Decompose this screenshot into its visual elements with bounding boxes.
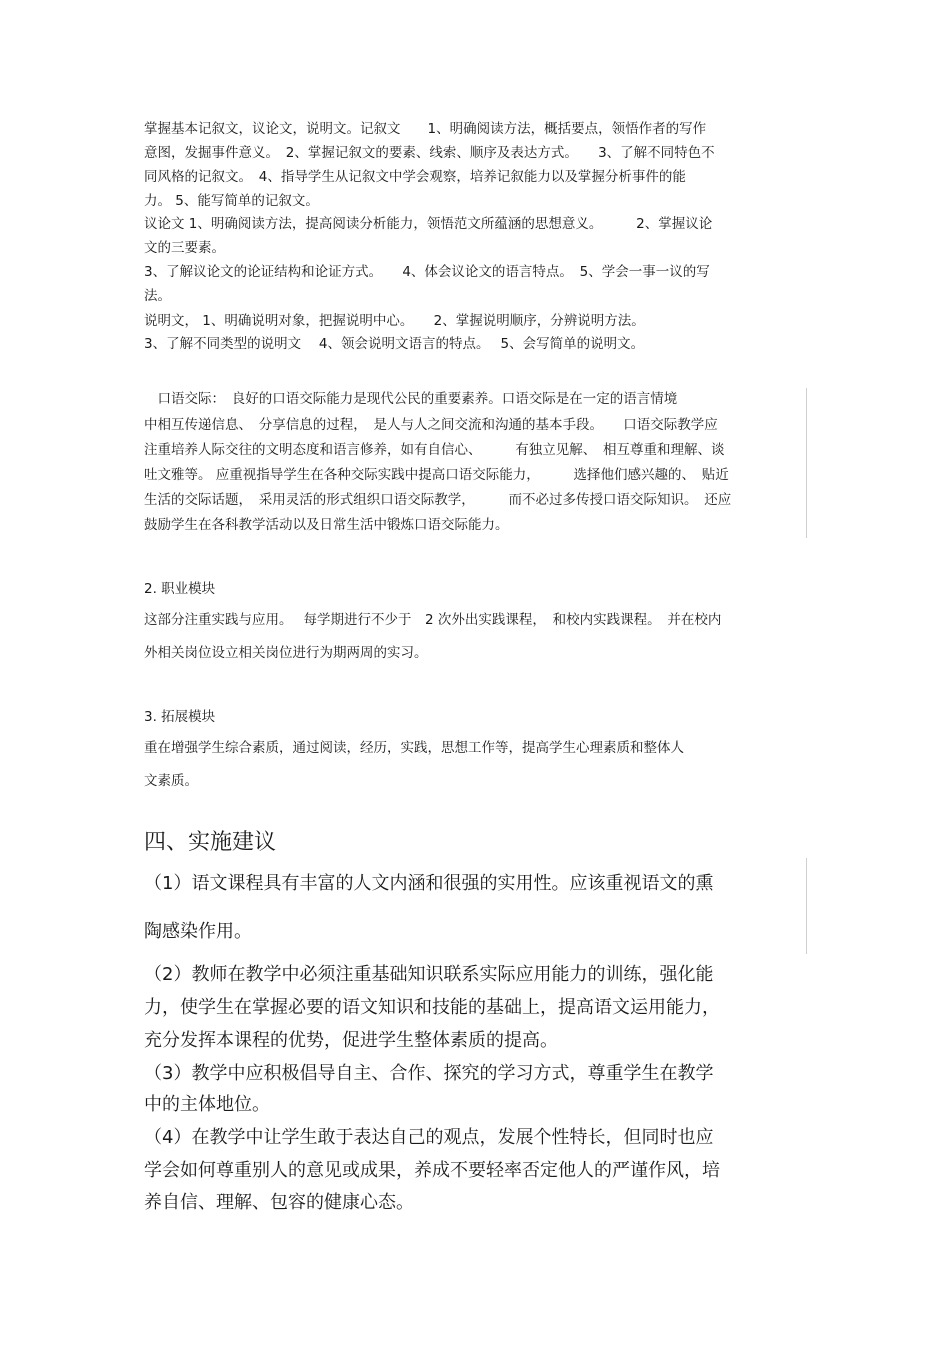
text-line: 注重培养人际交往的文明态度和语言修养，如有自信心、 有独立见解、 相互尊重和理解、谈	[144, 442, 725, 458]
text-line: 文的三要素。	[144, 240, 225, 256]
text-line: 力。 5、能写简单的记叙文。	[144, 193, 319, 209]
text-line: 中的主体地位。	[144, 1094, 270, 1115]
text-line: 掌握基本记叙文，议论文，说明文。记叙文 1、明确阅读方法，概括要点，领悟作者的写作	[144, 121, 707, 137]
text-line: 议论文 1、明确阅读方法，提高阅读分析能力，领悟范文所蕴涵的思想意义。 2、掌握议论	[144, 216, 713, 232]
text-line: 重在增强学生综合素质，通过阅读，经历，实践，思想工作等，提高学生心理素质和整体人	[144, 740, 684, 756]
text-line: 3、了解不同类型的说明文 4、领会说明文语言的特点。 5、会写简单的说明文。	[144, 336, 645, 352]
text-line: 学会如何尊重别人的意见或成果，养成不要轻率否定他人的严谨作风，培	[144, 1160, 720, 1181]
section-heading: 3. 拓展模块	[144, 709, 216, 725]
text-line: 口语交际： 良好的口语交际能力是现代公民的重要素养。口语交际是在一定的语言情境	[144, 391, 678, 407]
text-line: 鼓励学生在各科教学活动以及日常生活中锻炼口语交际能力。	[144, 517, 509, 533]
text-line: 中相互传递信息、 分享信息的过程， 是人与人之间交流和沟通的基本手段。 口语交际教学应	[144, 417, 718, 433]
text-line: 3、了解议论文的论证结构和论证方式。 4、体会议论文的语言特点。 5、学会一事一议的写	[144, 264, 710, 280]
text-line: 意图，发掘事件意义。 2、掌握记叙文的要素、线索、顺序及表达方式。 3、了解不同特色不	[144, 145, 715, 161]
text-line: 吐文雅等。 应重视指导学生在各种交际实践中提高口语交际能力， 选择他们感兴趣的、 贴近	[144, 467, 729, 483]
text-line: 陶感染作用。	[144, 921, 252, 942]
text-line: 力，使学生在掌握必要的语文知识和技能的基础上，提高语文运用能力，	[144, 997, 720, 1018]
text-line: 说明文， 1、明确说明对象，把握说明中心。 2、掌握说明顺序，分辨说明方法。	[144, 313, 645, 329]
text-line: 同风格的记叙文。 4、指导学生从记叙文中学会观察，培养记叙能力以及掌握分析事件的能	[144, 169, 686, 185]
section-heading: 2. 职业模块	[144, 581, 216, 597]
text-line: （1）语文课程具有丰富的人文内涵和很强的实用性。应该重视语文的熏	[144, 873, 714, 894]
text-line: 法。	[144, 288, 171, 304]
text-line: 这部分注重实践与应用。 每学期进行不少于 2 次外出实践课程， 和校内实践课程。 并在校内	[144, 612, 722, 628]
text-line: 生活的交际话题， 采用灵活的形式组织口语交际教学， 而不必过多传授口语交际知识。 还应	[144, 492, 732, 508]
text-line: （2）教师在教学中必须注重基础知识联系实际应用能力的训练，强化能	[144, 964, 714, 985]
text-line: （4）在教学中让学生敢于表达自己的观点，发展个性特长，但同时也应	[144, 1127, 714, 1148]
text-line: 文素质。	[144, 773, 198, 789]
text-line: 外相关岗位设立相关岗位进行为期两周的实习。	[144, 645, 428, 661]
text-line: 养自信、理解、包容的健康心态。	[144, 1192, 414, 1213]
text-line: 充分发挥本课程的优势，促进学生整体素质的提高。	[144, 1030, 558, 1051]
margin-rule	[806, 388, 807, 538]
text-line: （3）教学中应积极倡导自主、合作、探究的学习方式，尊重学生在教学	[144, 1063, 714, 1084]
margin-rule	[806, 858, 807, 954]
section-title: 四、实施建议	[144, 830, 277, 855]
